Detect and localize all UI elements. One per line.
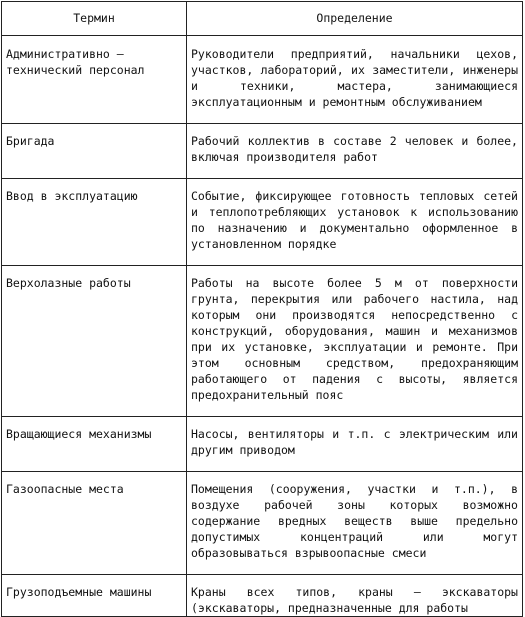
term-cell: Газоопасные места <box>2 472 187 575</box>
definition-cell: Краны всех типов, краны – экскаваторы (экскаваторы, предназначенные для работы <box>187 575 523 617</box>
header-term: Термин <box>2 2 187 36</box>
table-row <box>2 417 523 472</box>
definition-cell: Событие, фиксирующее готовность тепловых сетей и теплопотребляющих установок к использованию по назначению и документально оформленное в установленном порядке <box>187 179 523 266</box>
term-cell: Верхолазные работы <box>2 266 187 417</box>
term-cell: Административно – технический персонал <box>2 36 187 124</box>
table-row <box>2 266 523 417</box>
table-row <box>2 124 523 179</box>
term-cell: Ввод в эксплуатацию <box>2 179 187 266</box>
term-cell: Вращающиеся механизмы <box>2 417 187 472</box>
terms-table <box>1 1 523 617</box>
header-definition: Определение <box>187 2 523 36</box>
definition-cell: Работы на высоте более 5 м от поверхности грунта, перекрытия или рабочего настила, над которым они производятся непосредственно с конструкций, оборудования, машин и механизмов при их установке, эксплуатации и ремонте. При этом основным средством, предохраняющим работающего от падения с высоты, является предохранительный пояс <box>187 266 523 417</box>
table-row <box>2 179 523 266</box>
definition-cell: Рабочий коллектив в составе 2 человек и более, включая производителя работ <box>187 124 523 179</box>
table-header-row <box>2 2 523 36</box>
table-row <box>2 36 523 124</box>
term-cell: Грузоподъемные машины <box>2 575 187 617</box>
definition-cell: Руководители предприятий, начальники цехов, участков, лабораторий, их заместители, инженеры и техники, мастера, занимающиеся эксплуатационным и ремонтным обслуживанием <box>187 36 523 124</box>
term-cell: Бригада <box>2 124 187 179</box>
table-row <box>2 472 523 575</box>
table-row <box>2 575 523 617</box>
definition-cell: Помещения (сооружения, участки и т.п.), в воздухе рабочей зоны которых возможно содержание вредных веществ выше предельно допустимых концентраций или могут образовываться взрывоопасные смеси <box>187 472 523 575</box>
definition-cell: Насосы, вентиляторы и т.п. с электрическим или другим приводом <box>187 417 523 472</box>
